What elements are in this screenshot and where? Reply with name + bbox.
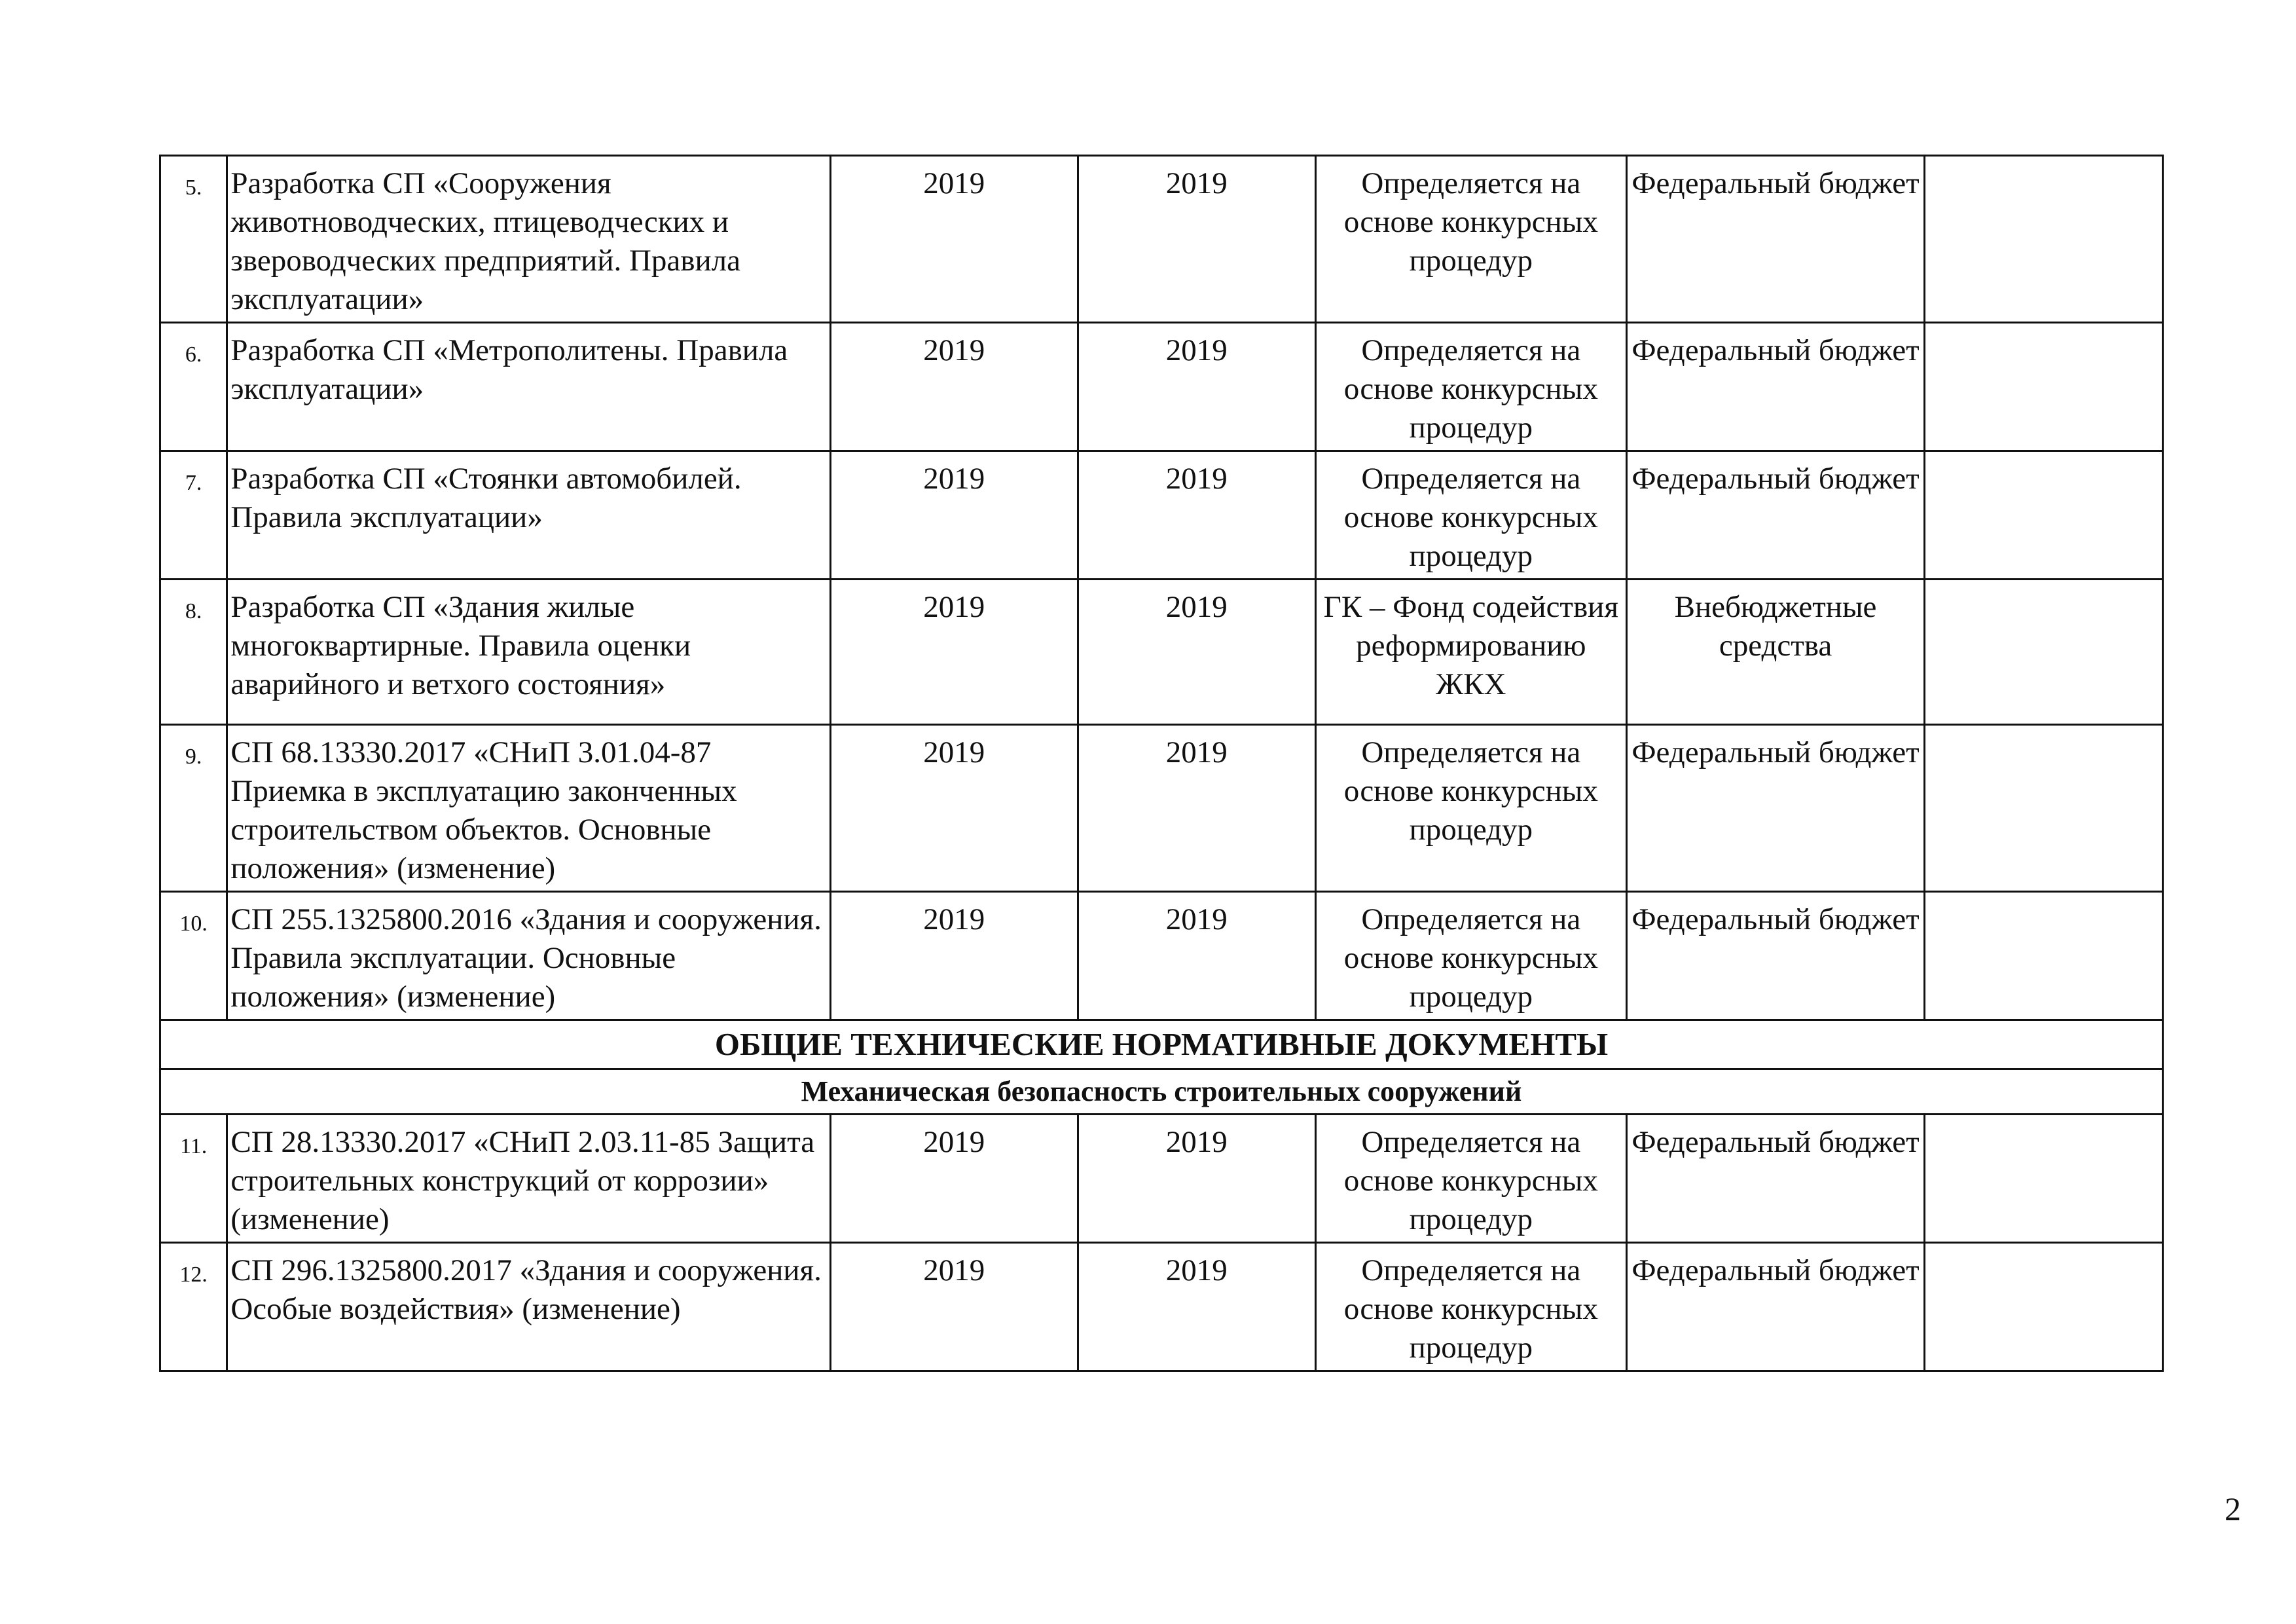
funding-source: Федеральный бюджет <box>1626 451 1924 580</box>
document-name: Разработка СП «Сооружения животноводческих, птицеводческих и звероводческих предприятий. Правила эксплуатации» <box>227 156 830 323</box>
document-name: Разработка СП «Стоянки автомобилей. Правила эксплуатации» <box>227 451 830 580</box>
note <box>1925 451 2163 580</box>
funding-source: Федеральный бюджет <box>1626 1115 1924 1243</box>
start-year: 2019 <box>830 323 1078 451</box>
subsection-heading-row <box>160 1069 2163 1115</box>
funding-source: Федеральный бюджет <box>1626 1243 1924 1371</box>
table-row <box>160 156 2163 323</box>
end-year: 2019 <box>1078 580 1315 725</box>
document-name: СП 68.13330.2017 «СНиП 3.01.04-87 Приемка в эксплуатацию законченных строительством объектов. Основные положения» (изменение) <box>227 725 830 892</box>
end-year: 2019 <box>1078 1243 1315 1371</box>
start-year: 2019 <box>830 1243 1078 1371</box>
note <box>1925 156 2163 323</box>
row-number: 9. <box>160 725 227 892</box>
section-heading-row <box>160 1020 2163 1069</box>
end-year: 2019 <box>1078 892 1315 1020</box>
end-year: 2019 <box>1078 1115 1315 1243</box>
executor: Определяется на основе конкурсных процедур <box>1315 892 1626 1020</box>
table-row <box>160 1115 2163 1243</box>
document-name: СП 28.13330.2017 «СНиП 2.03.11-85 Защита строительных конструкций от коррозии» (изменение) <box>227 1115 830 1243</box>
row-number: 11. <box>160 1115 227 1243</box>
funding-source: Федеральный бюджет <box>1626 323 1924 451</box>
note <box>1925 1243 2163 1371</box>
note <box>1925 892 2163 1020</box>
row-number: 7. <box>160 451 227 580</box>
executor: Определяется на основе конкурсных процедур <box>1315 725 1626 892</box>
end-year: 2019 <box>1078 451 1315 580</box>
table-row <box>160 892 2163 1020</box>
table-row <box>160 725 2163 892</box>
section-title: ОБЩИЕ ТЕХНИЧЕСКИЕ НОРМАТИВНЫЕ ДОКУМЕНТЫ <box>160 1020 2163 1069</box>
executor: Определяется на основе конкурсных процедур <box>1315 156 1626 323</box>
row-number: 5. <box>160 156 227 323</box>
table-row <box>160 451 2163 580</box>
funding-source: Федеральный бюджет <box>1626 892 1924 1020</box>
note <box>1925 725 2163 892</box>
funding-source: Федеральный бюджет <box>1626 156 1924 323</box>
document-name: СП 296.1325800.2017 «Здания и сооружения. Особые воздействия» (изменение) <box>227 1243 830 1371</box>
executor: ГК – Фонд содействия реформированию ЖКХ <box>1315 580 1626 725</box>
start-year: 2019 <box>830 725 1078 892</box>
page-number: 2 <box>2225 1490 2241 1527</box>
document-name: Разработка СП «Здания жилые многоквартирные. Правила оценки аварийного и ветхого состояния» <box>227 580 830 725</box>
end-year: 2019 <box>1078 156 1315 323</box>
start-year: 2019 <box>830 156 1078 323</box>
row-number: 8. <box>160 580 227 725</box>
funding-source: Внебюджетные средства <box>1626 580 1924 725</box>
end-year: 2019 <box>1078 725 1315 892</box>
table-row <box>160 323 2163 451</box>
executor: Определяется на основе конкурсных процедур <box>1315 1115 1626 1243</box>
subsection-title: Механическая безопасность строительных сооружений <box>160 1069 2163 1115</box>
start-year: 2019 <box>830 451 1078 580</box>
row-number: 12. <box>160 1243 227 1371</box>
executor: Определяется на основе конкурсных процедур <box>1315 451 1626 580</box>
table-row <box>160 1243 2163 1371</box>
note <box>1925 580 2163 725</box>
document-name: СП 255.1325800.2016 «Здания и сооружения. Правила эксплуатации. Основные положения» (изменение) <box>227 892 830 1020</box>
table-row <box>160 580 2163 725</box>
plan-table <box>159 155 2164 1372</box>
row-number: 6. <box>160 323 227 451</box>
start-year: 2019 <box>830 892 1078 1020</box>
start-year: 2019 <box>830 580 1078 725</box>
executor: Определяется на основе конкурсных процедур <box>1315 1243 1626 1371</box>
end-year: 2019 <box>1078 323 1315 451</box>
executor: Определяется на основе конкурсных процедур <box>1315 323 1626 451</box>
funding-source: Федеральный бюджет <box>1626 725 1924 892</box>
start-year: 2019 <box>830 1115 1078 1243</box>
document-name: Разработка СП «Метрополитены. Правила эксплуатации» <box>227 323 830 451</box>
row-number: 10. <box>160 892 227 1020</box>
note <box>1925 323 2163 451</box>
note <box>1925 1115 2163 1243</box>
